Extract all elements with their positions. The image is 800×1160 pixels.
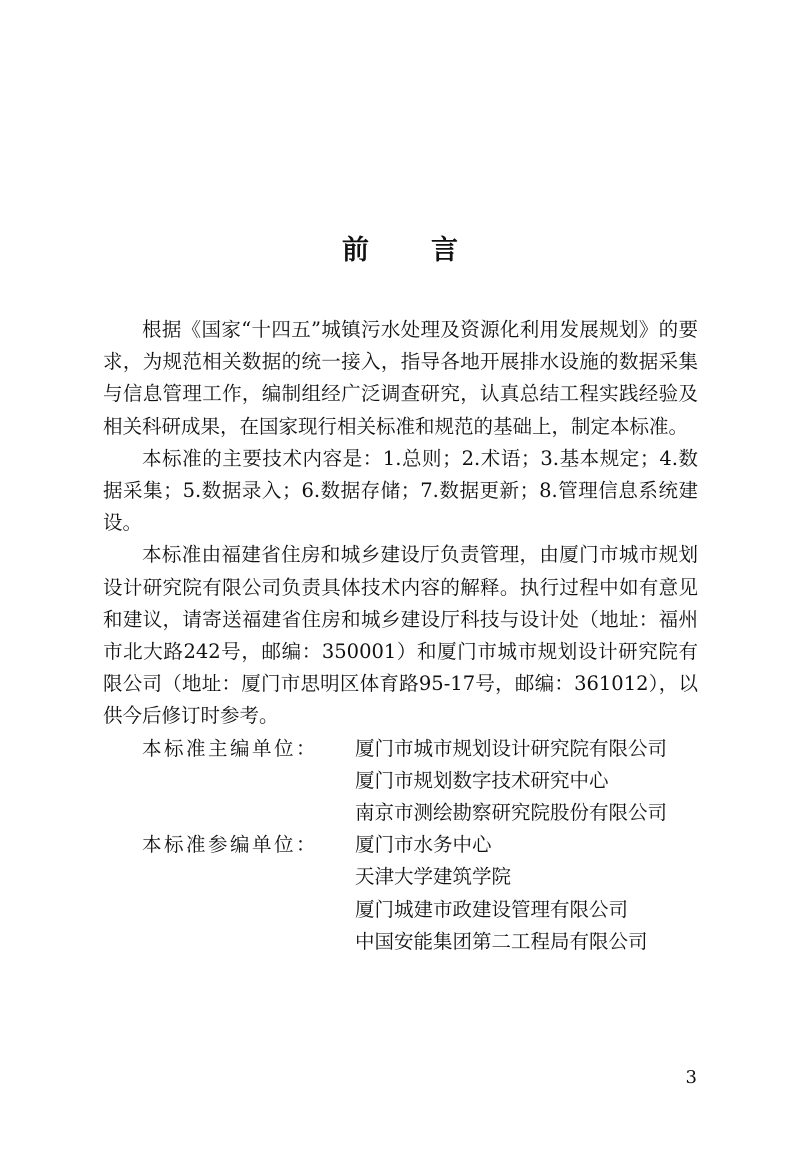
paragraph-contents: 本标准的主要技术内容是：1.总则；2.术语；3.基本规定；4.数据采集；5.数据录入；6.数据存储；7.数据更新；8.管理信息系统建设。: [103, 446, 698, 535]
chief-unit-item: 厦门市城市规划设计研究院有限公司: [355, 736, 668, 760]
participating-units-label: 本标准参编单位：: [142, 833, 319, 857]
chief-unit-item: 厦门市规划数字技术研究中心: [355, 768, 609, 792]
chief-unit-item: 南京市测绘勘察研究院股份有限公司: [355, 801, 668, 825]
participating-units-list: [355, 829, 698, 958]
chief-units-label: 本标准主编单位：: [142, 736, 319, 760]
page-title: [0, 228, 800, 267]
participating-unit-item: 中国安能集团第二工程局有限公司: [355, 929, 648, 953]
paragraph-management: 本标准由福建省住房和城乡建设厅负责管理，由厦门市城市规划设计研究院有限公司负责具体技术内容的解释。执行过程中如有意见和建议，请寄送福建省住房和城乡建设厅科技与设计处（地址：福州市北大路242号，邮编：350001）和厦门市城市规划设计研究院有限公司（地址：厦门市思明区体育路95-17号，邮编：361012），以供今后修订时参考。: [103, 543, 698, 728]
page-title-part1: 前: [342, 235, 369, 266]
page-number: 3: [685, 1067, 697, 1088]
participating-unit-item: 天津大学建筑学院: [355, 865, 512, 889]
chief-units-block: [103, 733, 698, 830]
chief-units-list: [355, 733, 698, 830]
participating-unit-item: 厦门市水务中心: [355, 833, 492, 857]
document-body: [103, 314, 698, 958]
paragraph-basis: 根据《国家“十四五”城镇污水处理及资源化利用发展规划》的要求，为规范相关数据的统一接入，指导各地开展排水设施的数据采集与信息管理工作，编制组经广泛调查研究，认真总结工程实践经验及相关科研成果，在国家现行相关标准和规范的基础上，制定本标准。: [103, 318, 698, 438]
page-title-part2: 言: [431, 235, 458, 266]
participating-unit-item: 厦门城建市政建设管理有限公司: [355, 897, 629, 921]
participating-units-block: [103, 829, 698, 958]
